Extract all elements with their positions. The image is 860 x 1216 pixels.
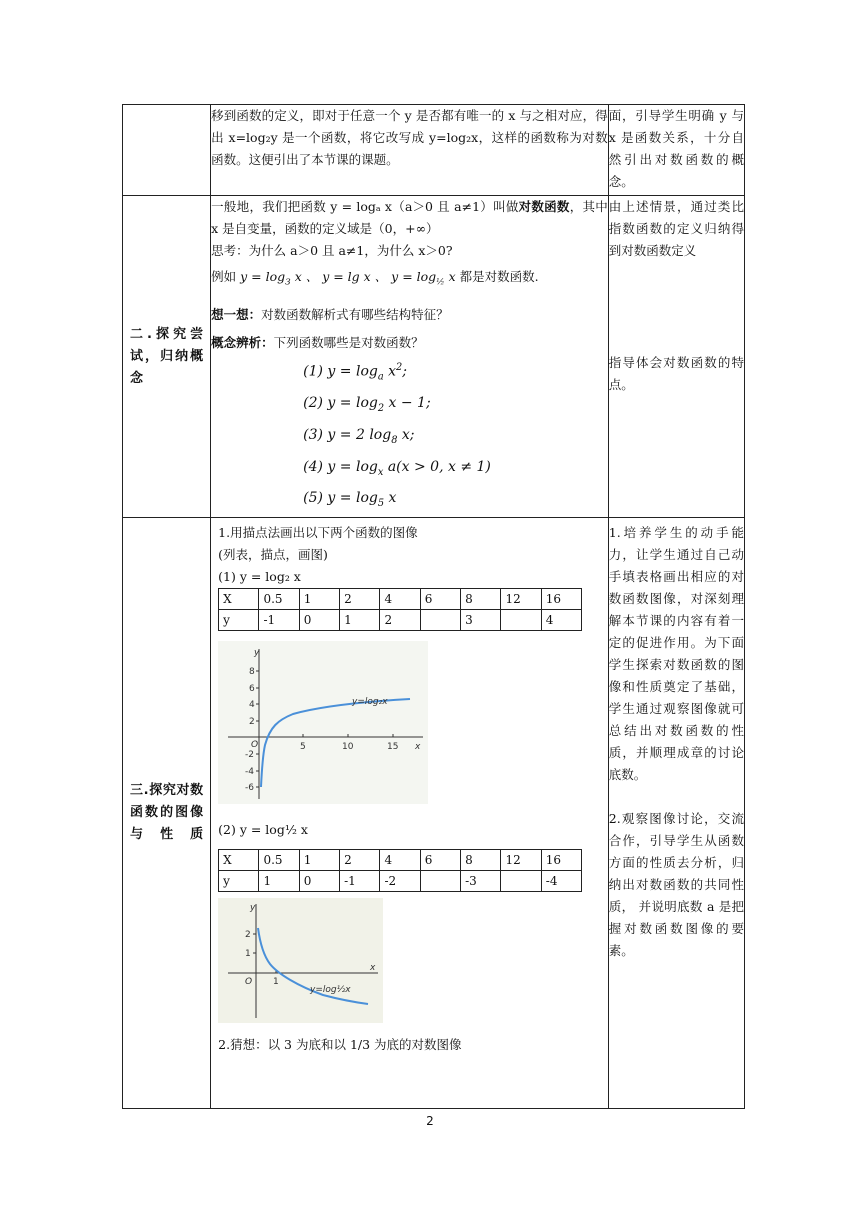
question-2 [211,332,608,354]
table-row [219,850,582,871]
table-cell: 2 [380,610,420,631]
table-row [219,610,582,631]
definition-text: 一般地，我们把函数 y = logₐ x（a＞0 且 a≠1）叫做 [211,199,519,214]
function-1-label: (1) y = log₂ x [218,569,301,585]
formula-item: (5) $y = \log_5 x$ [303,490,397,510]
tick-label: -6 [245,783,255,794]
table-cell: 12 [501,850,541,871]
table-cell: 2 [340,589,380,610]
tick-label: 4 [249,700,255,711]
tick-label: 15 [387,742,399,753]
formula-list [211,354,608,518]
table-cell: 16 [541,589,581,610]
content-cell [211,196,609,518]
tick-label: 10 [342,742,354,753]
origin-label: O [245,977,253,988]
question-2-text: 下列函数哪些是对数函数？ [273,334,424,350]
table-cell: 4 [380,589,420,610]
log-half-graph [218,898,383,1023]
x-axis-label: x [415,742,421,753]
tick-label: -4 [245,767,255,778]
table-cell: 16 [541,850,581,871]
tick-label: -2 [245,750,255,761]
table-cell: X [219,850,259,871]
table-row [123,196,745,518]
question-1-text: 对数函数解析式有哪些结构特征？ [261,306,449,322]
table-cell: 0 [299,871,339,892]
note-cell [608,518,744,1109]
table-cell: 3 [461,610,501,631]
example-line [211,262,608,298]
table-cell: 2 [340,850,380,871]
table-cell: 1 [299,589,339,610]
question-1-label: 想一想： [211,306,262,322]
table-cell: 0.5 [259,850,299,871]
table-cell: y [219,610,259,631]
question-2-label: 概念辨析： [211,334,274,350]
formula-item: (4) $y = \log_x a(x > 0$, x ≠ 1) [303,458,491,478]
table-cell: 0.5 [259,589,299,610]
design-note: 1.培养学生的动手能力，让学生通过自己动手填表格画出相应的对数函数图像，对深刻理解本节课的内容有着一定的促进作用。为下面学生探索对数函数的图像和性质奠定了基础，学生通过观察图像就可总结出对数函数的性质，并顺理成章的讨论底数。 [608,525,744,783]
curve-label: y=log½x [310,985,351,996]
task-heading: 1.用描点法画出以下两个函数的图像 [218,525,418,541]
tick-label: 8 [249,667,255,678]
log2-graph [218,641,428,804]
think-question: 思考：为什么 a＞0 且 a≠1，为什么 x＞0? [211,243,453,258]
value-table-1 [218,588,582,631]
formula-item: (2) $y = \log_2 x - 1$; [303,394,431,414]
design-note: 2.观察图像讨论，交流合作，引导学生从函数方面的性质去分析，归纳出对数函数的共同性质， 并说明底数 a 是把握对数函数图像的要素。 [608,811,744,959]
value-table-2 [218,849,582,892]
table-cell: -2 [380,871,420,892]
x-axis-label: x [370,963,376,974]
table-cell: 12 [501,589,541,610]
table-cell: -1 [340,871,380,892]
section-label: 二.探究尝试，归纳概念 [123,196,211,518]
section-label: 三.探究对数函数的图像与性质 [123,518,211,1109]
table-cell: 1 [299,850,339,871]
design-note: 指导体会对数函数的特点。 [608,355,744,392]
tick-label: 2 [249,717,255,728]
page-number: 2 [426,1114,434,1128]
section-label-empty [123,105,211,196]
function-2-label: (2) y = log½ x [218,822,308,838]
table-cell: 4 [380,850,420,871]
y-axis-label: y [250,903,256,914]
example-suffix: 都是对数函数. [459,269,539,284]
example-prefix: 例如 [211,269,237,284]
curve-label: y=log₂x [352,697,388,708]
design-note: 面，引导学生明确 y 与 x 是函数关系，十分自然引出对数函数的概念。 [608,108,744,189]
content-cell [211,105,609,196]
table-cell [420,610,460,631]
table-cell: 8 [461,850,501,871]
table-cell: 6 [420,850,460,871]
definition-paragraph [211,196,608,240]
table-cell: -4 [541,871,581,892]
tick-label: 1 [273,977,279,988]
formula-item: (3) y = 2 $\log_8 x$; [303,426,415,446]
definition-term: 对数函数 [518,199,570,214]
note-cell [608,196,744,518]
tick-label: 1 [245,949,251,960]
table-cell: X [219,589,259,610]
question-1 [211,304,608,326]
formula-item: (1) $y = \log_a x^2$; [303,361,407,382]
task-steps: (列表，描点，画图) [218,547,328,563]
table-row [123,518,745,1109]
intro-paragraph: 移到函数的定义，即对于任意一个 y 是否都有唯一的 x 与之相对应，得出 x=log₂y 是一个函数，将它改写成 y=log₂x，这样的函数称为对数函数。这便引出了本节课的课题。 [211,108,608,167]
table-row [123,105,745,196]
table-cell: 4 [541,610,581,631]
table-cell: y [219,871,259,892]
design-note: 由上述情景，通过类比指数函数的定义归纳得到对数函数定义 [608,199,744,258]
table-cell: 0 [299,610,339,631]
guess-text: 2.猜想：以 3 为底和以 1/3 为底的对数图像 [218,1037,462,1053]
table-cell [501,871,541,892]
tick-label: 6 [249,684,255,695]
table-cell: 6 [420,589,460,610]
table-cell: 1 [340,610,380,631]
table-cell: 8 [461,589,501,610]
example-formulas: $y = \log_3 x$ 、 y = lg x 、 $y = \log_{\frac{1}{2}} x$ [240,269,456,288]
table-row [219,589,582,610]
lesson-plan-table [122,104,745,1109]
table-cell [501,610,541,631]
table-cell: -3 [461,871,501,892]
table-row [219,871,582,892]
table-cell [420,871,460,892]
content-cell [211,518,609,1109]
table-cell: -1 [259,610,299,631]
tick-label: 5 [300,742,306,753]
definition-text-2: ，其中 x 是自变量，函数的定义域是（0，+∞） [211,199,608,236]
tick-label: 2 [245,930,251,941]
origin-label: O [251,740,259,751]
table-cell: 1 [259,871,299,892]
y-axis-label: y [254,648,260,659]
note-cell [608,105,744,196]
